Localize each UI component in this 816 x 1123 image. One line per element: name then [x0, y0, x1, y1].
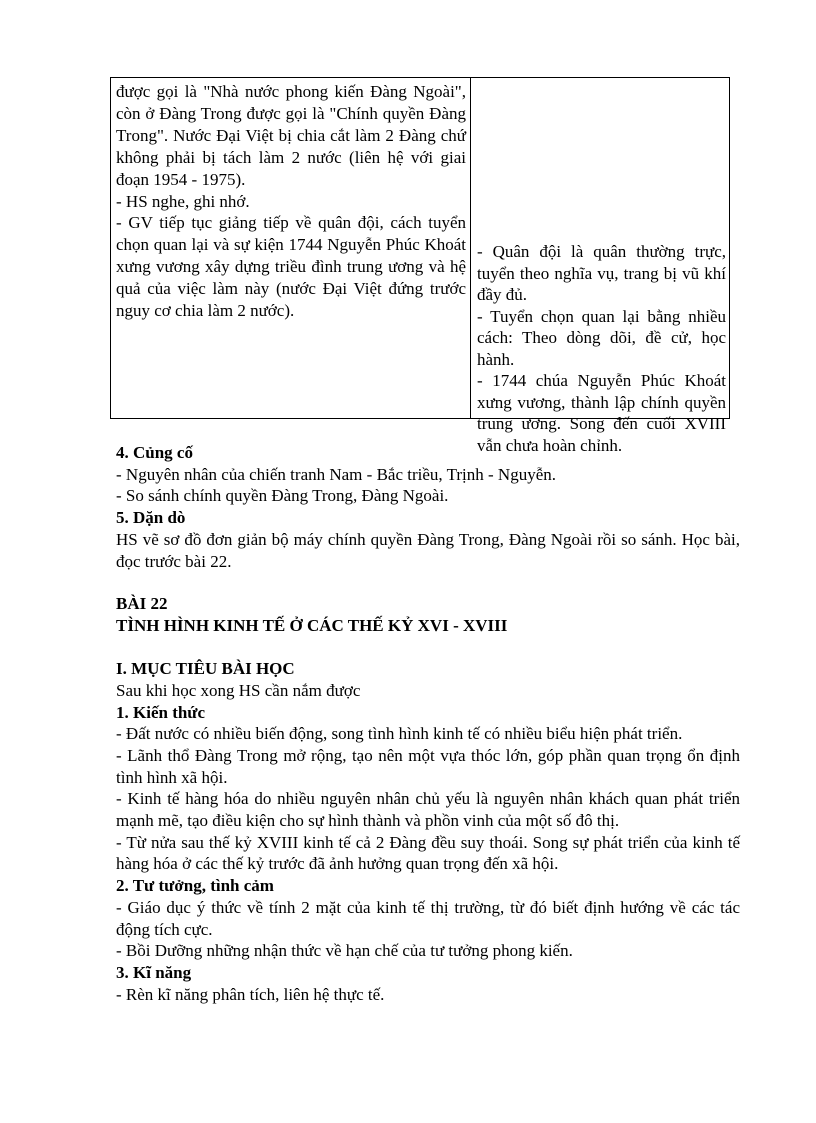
table-paragraph: - Tuyển chọn quan lại bằng nhiều cách: Theo dòng dõi, đề cử, học hành. [477, 306, 726, 369]
list-item: - Giáo dục ý thức về tính 2 mặt của kinh tế thị trường, từ đó biết định hướng về các tác động tích cực. [116, 897, 740, 939]
table-cell-knowledge [477, 241, 726, 456]
list-item: - So sánh chính quyền Đàng Trong, Đàng Ngoài. [116, 486, 449, 506]
subsection-heading: 3. Kĩ năng [116, 962, 192, 982]
table-paragraph: - 1744 chúa Nguyễn Phúc Khoát xưng vương, thành lập chính quyền trung ương. Song đến cuối XVIII vẫn chưa hoàn chỉnh. [477, 371, 726, 455]
list-item: - Kinh tế hàng hóa do nhiều nguyên nhân chủ yếu là nguyên nhân khách quan phát triển mạnh mẽ, tạo điều kiện cho sự hình thành và phồn vinh của một số đô thị. [116, 789, 740, 831]
homework-text: HS vẽ sơ đồ đơn giản bộ máy chính quyền Đàng Trong, Đàng Ngoài rồi so sánh. Học bài, đọc trước bài 22. [116, 529, 740, 571]
subsection-heading: 1. Kiến thức [116, 702, 206, 722]
list-item: - Bồi Dưỡng những nhận thức về hạn chế của tư tưởng phong kiến. [116, 941, 573, 961]
subsection-heading: 2. Tư tưởng, tình cảm [116, 876, 274, 896]
table-cell-teacher-activity [116, 81, 466, 322]
list-item: - Rèn kĩ năng phân tích, liên hệ thực tế. [116, 984, 385, 1004]
consolidation-section [116, 442, 740, 572]
list-item: - Từ nửa sau thế kỷ XVIII kinh tế cả 2 Đàng đều suy thoái. Song sự phát triển của kinh tế hàng hóa ở các thế kỷ trước đã ảnh hưởng quan trọng đến xã hội. [116, 832, 740, 874]
list-item: - Đất nước có nhiều biến động, song tình hình kinh tế có nhiều biểu hiện phát triển. [116, 724, 683, 744]
table-column-divider [470, 78, 471, 418]
section-heading: 5. Dặn dò [116, 508, 186, 528]
table-paragraph: - Quân đội là quân thường trực, tuyển theo nghĩa vụ, trang bị vũ khí đầy đủ. [477, 242, 726, 304]
intro-text: Sau khi học xong HS cần nắm được [116, 680, 361, 700]
lesson-title: TÌNH HÌNH KINH TẾ Ở CÁC THẾ KỶ XVI - XVIII [116, 615, 508, 635]
table-paragraph: được gọi là "Nhà nước phong kiến Đàng Ngoài", còn ở Đàng Trong được gọi là "Chính quyền Đàng Trong". Nước Đại Việt bị chia cắt làm 2 Đàng chứ không phải bị tách làm 2 nước (liên hệ với giai đoạn 1954 - 1975). [116, 82, 466, 189]
section-heading: I. MỤC TIÊU BÀI HỌC [116, 659, 295, 679]
table-paragraph: - HS nghe, ghi nhớ. [116, 191, 250, 211]
section-heading: 4. Củng cố [116, 443, 193, 462]
lesson-number: BÀI 22 [116, 594, 168, 613]
spacer [116, 636, 740, 658]
list-item: - Lãnh thổ Đàng Trong mở rộng, tạo nên một vựa thóc lớn, góp phần quan trọng ổn định tình hình xã hội. [116, 745, 740, 787]
list-item: - Nguyên nhân của chiến tranh Nam - Bắc triều, Trịnh - Nguyễn. [116, 464, 556, 484]
table-paragraph: - GV tiếp tục giảng tiếp về quân đội, cách tuyển chọn quan lại và sự kiện 1744 Nguyễn Phúc Khoát xưng vương xây dựng triều đình trung ương và hệ quả của việc làm này (nước Đại Việt đứng trước nguy cơ chia làm 2 nước). [116, 213, 466, 321]
lesson-section [116, 593, 740, 1005]
